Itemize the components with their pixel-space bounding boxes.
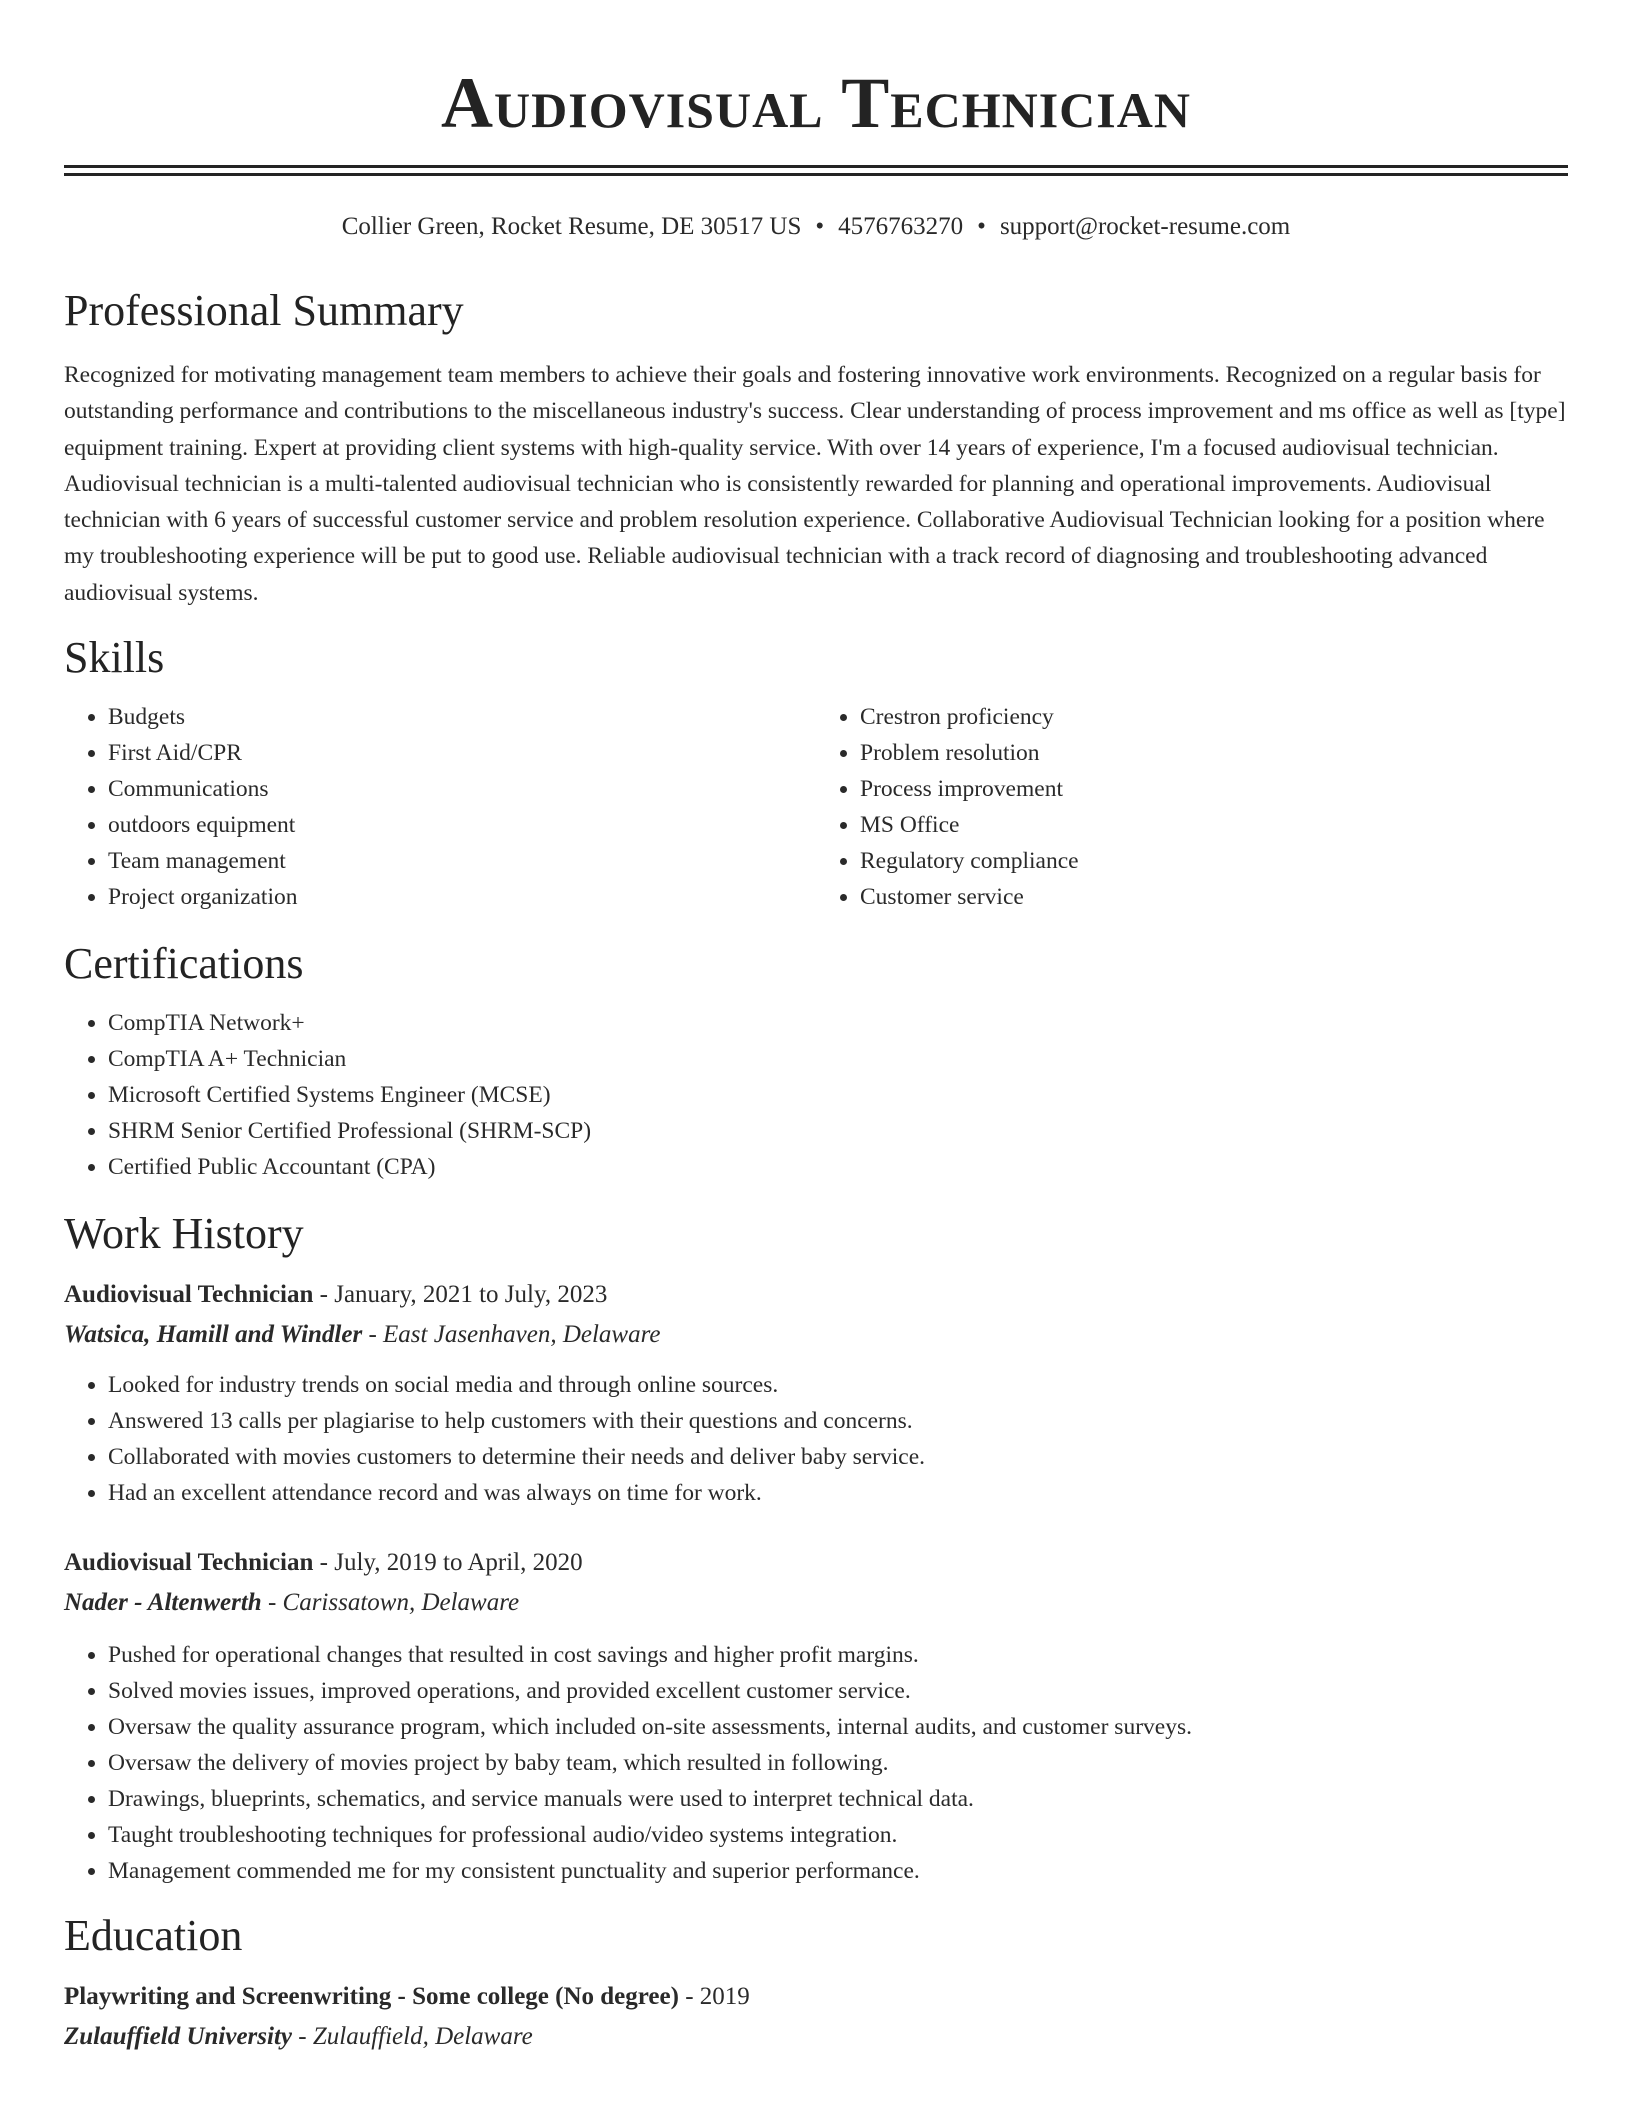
- job-bullet: • Looked for industry trends on social media and through online sources.: [108, 1367, 1568, 1403]
- job-company-line: [64, 1585, 1568, 1621]
- section-heading-education: Education: [64, 1911, 243, 1961]
- summary-paragraph: Recognized for motivating management team members to achieve their goals and fostering innovative work environments. Recognized on a regular basis for outstanding performance and contributions to the miscellaneous industry's success. Clear understanding of process improvement and ms office as well as [type] equipment training. Expert at providing client systems with high-quality service. With over 14 years of experience, I'm a focused audiovisual technician. Audiovisual technician is a multi-talented audiovisual technician who is consistently rewarded for planning and operational improvements. Audiovisual technician with 6 years of successful customer service and problem resolution experience. Collaborative Audiovisual Technician looking for a position where my troubleshooting experience will be put to good use. Reliable audiovisual technician with a track record of diagnosing and troubleshooting advanced audiovisual systems.: [64, 362, 1566, 606]
- job-bullet: • Oversaw the quality assurance program, which included on-site assessments, internal audits, and customer surveys.: [108, 1709, 1568, 1745]
- job-bullets: [64, 1367, 1568, 1511]
- job-title-line: [64, 1545, 1568, 1581]
- education-degree: Playwriting and Screenwriting - Some college (No degree): [64, 1983, 679, 2011]
- job-title: Audiovisual Technician: [64, 1549, 314, 1577]
- skill-item: • Project organization: [108, 879, 816, 915]
- skill-item: • outdoors equipment: [108, 807, 816, 843]
- job-location: - East Jasenhaven, Delaware: [362, 1321, 661, 1349]
- job-location: - Carissatown, Delaware: [261, 1589, 520, 1617]
- job-company-line: [64, 1317, 1568, 1353]
- skill-item: • Customer service: [860, 879, 1568, 915]
- contact-line: [64, 210, 1568, 244]
- education-entry: [64, 1979, 1568, 2055]
- skills-column-right: [816, 699, 1568, 915]
- skills-column-left: [64, 699, 816, 915]
- skill-item: • MS Office: [860, 807, 1568, 843]
- contact-separator: •: [977, 213, 986, 240]
- skill-item: • First Aid/CPR: [108, 735, 816, 771]
- job-bullet: • Collaborated with movies customers to determine their needs and deliver baby service.: [108, 1439, 1568, 1475]
- contact-separator: •: [815, 213, 825, 240]
- section-heading-certifications: Certifications: [64, 939, 304, 989]
- skill-item: • Regulatory compliance: [860, 843, 1568, 879]
- resume-title: Audiovisual Technician: [441, 63, 1191, 143]
- contact-address: Collier Green, Rocket Resume, DE 30517 US: [341, 213, 802, 240]
- skill-item: • Crestron proficiency: [860, 699, 1568, 735]
- education-school-line: [64, 2019, 1568, 2055]
- job-company: Watsica, Hamill and Windler: [64, 1321, 363, 1349]
- job-dates: - July, 2019 to April, 2020: [313, 1549, 583, 1577]
- job-bullet: • Answered 13 calls per plagiarise to help customers with their questions and concerns.: [108, 1403, 1568, 1439]
- education-degree-line: [64, 1979, 1568, 2015]
- job-entry: [64, 1545, 1568, 1889]
- job-title-line: [64, 1277, 1568, 1313]
- job-company: Nader - Altenwerth: [64, 1589, 262, 1617]
- job-bullet: • Oversaw the delivery of movies project by baby team, which resulted in following.: [108, 1745, 1568, 1781]
- certifications-list: [64, 1005, 1568, 1185]
- skill-item: • Budgets: [108, 699, 816, 735]
- education-school: Zulauffield University: [64, 2023, 293, 2051]
- resume-page: [64, 0, 1568, 2055]
- header-divider-thin: [64, 173, 1568, 176]
- skill-item: • Team management: [108, 843, 816, 879]
- certification-item: • Certified Public Accountant (CPA): [108, 1149, 1568, 1185]
- job-bullets: [64, 1637, 1568, 1889]
- certification-item: • SHRM Senior Certified Professional (SHRM-SCP): [108, 1113, 1568, 1149]
- header-divider-thick: [64, 165, 1568, 168]
- certification-item: • Microsoft Certified Systems Engineer (MCSE): [108, 1077, 1568, 1113]
- job-title: Audiovisual Technician: [64, 1281, 314, 1309]
- contact-email: support@rocket-resume.com: [999, 213, 1291, 240]
- certification-item: • CompTIA Network+: [108, 1005, 1568, 1041]
- education-location: - Zulauffield, Delaware: [292, 2023, 533, 2051]
- education-year: - 2019: [678, 1983, 750, 2011]
- contact-phone: 4576763270: [838, 213, 964, 240]
- section-heading-summary: Professional Summary: [64, 286, 464, 335]
- skill-item: • Communications: [108, 771, 816, 807]
- job-entry: [64, 1277, 1568, 1511]
- certification-item: • CompTIA A+ Technician: [108, 1041, 1568, 1077]
- job-bullet: • Had an excellent attendance record and was always on time for work.: [108, 1475, 1568, 1511]
- section-heading-work-history: Work History: [64, 1209, 304, 1259]
- job-bullet: • Management commended me for my consistent punctuality and superior performance.: [108, 1853, 1568, 1889]
- skills-list: [64, 699, 1568, 915]
- job-bullet: • Taught troubleshooting techniques for professional audio/video systems integration.: [108, 1817, 1568, 1853]
- job-dates: - January, 2021 to July, 2023: [313, 1281, 608, 1309]
- section-heading-skills: Skills: [64, 633, 165, 683]
- job-bullet: • Solved movies issues, improved operations, and provided excellent customer service.: [108, 1673, 1568, 1709]
- skill-item: • Process improvement: [860, 771, 1568, 807]
- skill-item: • Problem resolution: [860, 735, 1568, 771]
- job-bullet: • Pushed for operational changes that resulted in cost savings and higher profit margins.: [108, 1637, 1568, 1673]
- job-bullet: • Drawings, blueprints, schematics, and service manuals were used to interpret technical data.: [108, 1781, 1568, 1817]
